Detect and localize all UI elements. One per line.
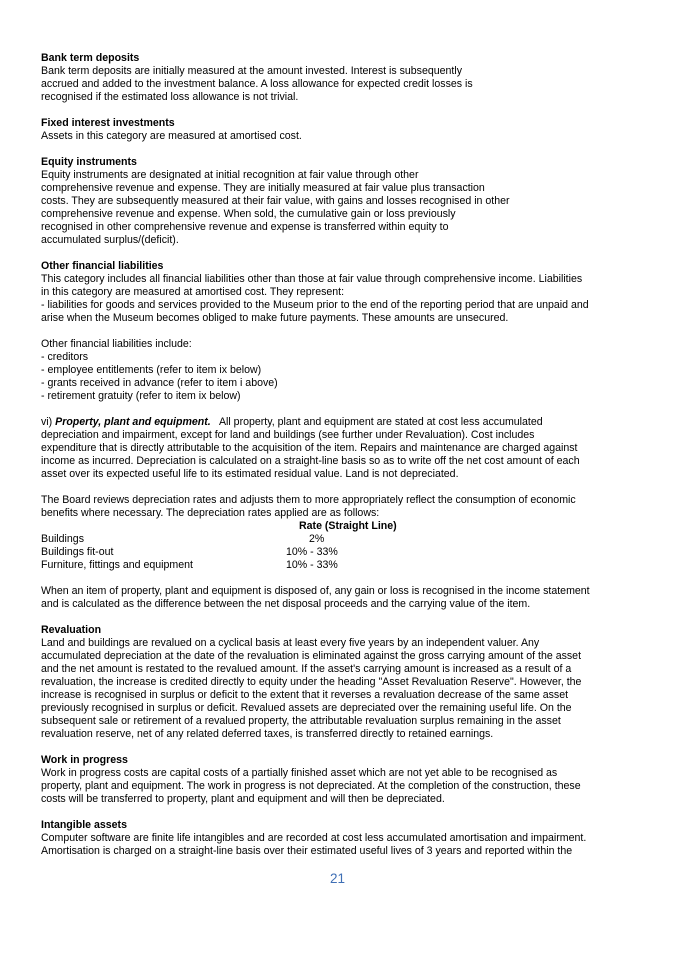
- paragraph-line: expenditure that is directly attributable to the acquisition of the item. Repairs and maintenance are charged against: [41, 442, 578, 454]
- fixed-interest-section: [41, 117, 641, 143]
- rate-row: [41, 559, 641, 572]
- revaluation-section: [41, 624, 641, 741]
- paragraph-line: and is calculated as the difference between the net disposal proceeds and the carrying value of the item.: [41, 598, 531, 610]
- paragraph-line: property, plant and equipment. The work in progress is not depreciated. At the completion of the construction, these: [41, 780, 581, 792]
- section-heading: Other financial liabilities: [41, 260, 164, 272]
- rate-value: 10% - 33%: [286, 559, 338, 571]
- paragraph-line: accrued and added to the investment balance. A loss allowance for expected credit losses is: [41, 78, 473, 90]
- paragraph-line: This category includes all financial liabilities other than those at fair value through comprehensive income. Liabilities: [41, 273, 583, 285]
- paragraph-line: [41, 416, 641, 429]
- intangible-assets-section: [41, 819, 641, 858]
- paragraph-line: income as incurred. Depreciation is calculated on a straight-line basis so as to write off the net cost amount of each: [41, 455, 580, 467]
- list-item: - retirement gratuity (refer to item ix below): [41, 390, 241, 402]
- other-liabilities-list: [41, 338, 641, 403]
- document-page: [41, 52, 641, 871]
- rate-row: [41, 533, 641, 546]
- paragraph-line: Land and buildings are revalued on a cyclical basis at least every five years by an independent valuer. Any: [41, 637, 540, 649]
- rate-value: 10% - 33%: [286, 546, 338, 558]
- list-item: - grants received in advance (refer to item i above): [41, 377, 278, 389]
- section-heading: Intangible assets: [41, 819, 127, 831]
- paragraph-line: Computer software are finite life intangibles and are recorded at cost less accumulated amortisation and impairment.: [41, 832, 587, 844]
- paragraph-line: comprehensive revenue and expense. They are initially measured at fair value plus transaction: [41, 182, 485, 194]
- other-financial-liabilities-section: [41, 260, 641, 325]
- paragraph-line: benefits where necessary. The depreciation rates applied are as follows:: [41, 507, 380, 519]
- paragraph-line: arise when the Museum becomes obliged to make future payments. These amounts are unsecured.: [41, 312, 509, 324]
- depreciation-rates-section: [41, 494, 641, 572]
- section-heading: Revaluation: [41, 624, 102, 636]
- equity-instruments-section: [41, 156, 641, 247]
- section-heading: Work in progress: [41, 754, 128, 766]
- paragraph-line: Assets in this category are measured at amortised cost.: [41, 130, 302, 142]
- list-intro: Other financial liabilities include:: [41, 338, 192, 350]
- paragraph-text: All property, plant and equipment are stated at cost less accumulated: [210, 416, 543, 428]
- rate-value: 2%: [309, 533, 325, 545]
- paragraph-line: costs will be transferred to property, plant and equipment and will then be depreciated.: [41, 793, 445, 805]
- paragraph-line: in this category are measured at amortised cost. They represent:: [41, 286, 345, 298]
- paragraph-line: The Board reviews depreciation rates and adjusts them to more appropriately reflect the consumption of economic: [41, 494, 576, 506]
- rate-label: Buildings fit-out: [41, 546, 114, 558]
- paragraph-line: recognised if the estimated loss allowance is not trivial.: [41, 91, 299, 103]
- paragraph-line: depreciation and impairment, except for land and buildings (see further under Revaluation). Cost includes: [41, 429, 535, 441]
- paragraph-line: comprehensive revenue and expense. When sold, the cumulative gain or loss previously: [41, 208, 456, 220]
- paragraph-line: revaluation reserve, net of any related deferred taxes, is transferred directly to retained earnings.: [41, 728, 494, 740]
- paragraph-line: asset over its expected useful life to its estimated residual value. Land is not depreciated.: [41, 468, 459, 480]
- section-heading: Equity instruments: [41, 156, 137, 168]
- property-plant-equipment-section: [41, 416, 641, 481]
- paragraph-line: increase is recognised in surplus or deficit to the extent that it reverses a revaluation decrease of the same asset: [41, 689, 569, 701]
- paragraph-line: accumulated depreciation at the date of the revaluation is eliminated against the gross carrying amount of the asset: [41, 650, 582, 662]
- paragraph-line: revaluation, the increase is credited directly to equity under the heading "Asset Revaluation Reserve". However, the: [41, 676, 582, 688]
- work-in-progress-section: [41, 754, 641, 806]
- paragraph-line: accumulated surplus/(deficit).: [41, 234, 179, 246]
- bank-term-deposits-section: [41, 52, 641, 104]
- page-number: 21: [329, 871, 346, 886]
- paragraph-line: recognised in other comprehensive revenue and expense is transferred within equity to: [41, 221, 449, 233]
- paragraph-line: previously recognised in surplus or deficit. Revalued assets are depreciated over the remaining useful life. On the: [41, 702, 572, 714]
- list-item: - employee entitlements (refer to item ix below): [41, 364, 262, 376]
- item-number: vi): [41, 416, 56, 428]
- section-heading: Fixed interest investments: [41, 117, 175, 129]
- disposal-section: [41, 585, 641, 611]
- rate-label: Buildings: [41, 533, 84, 545]
- rate-column-header: Rate (Straight Line): [299, 520, 397, 532]
- paragraph-line: Amortisation is charged on a straight-line basis over their estimated useful lives of 3 years and reported within the: [41, 845, 573, 857]
- paragraph-line: Work in progress costs are capital costs of a partially finished asset which are not yet able to be recognised as: [41, 767, 558, 779]
- paragraph-line: and the net amount is restated to the revalued amount. If the asset's carrying amount is increased as a result of a: [41, 663, 572, 675]
- paragraph-line: Equity instruments are designated at initial recognition at fair value through other: [41, 169, 419, 181]
- paragraph-line: - liabilities for goods and services provided to the Museum prior to the end of the reporting period that are unpaid and: [41, 299, 589, 311]
- rate-row: [41, 546, 641, 559]
- paragraph-line: When an item of property, plant and equipment is disposed of, any gain or loss is recognised in the income statement: [41, 585, 590, 597]
- section-title: Property, plant and equipment.: [55, 416, 211, 428]
- section-heading: Bank term deposits: [41, 52, 140, 64]
- paragraph-line: subsequent sale or retirement of a revalued property, the attributable revaluation surplus remaining in the asset: [41, 715, 561, 727]
- rate-label: Furniture, fittings and equipment: [41, 559, 193, 571]
- paragraph-line: Bank term deposits are initially measured at the amount invested. Interest is subsequently: [41, 65, 463, 77]
- list-item: - creditors: [41, 351, 89, 363]
- paragraph-line: costs. They are subsequently measured at their fair value, with gains and losses recognised in other: [41, 195, 510, 207]
